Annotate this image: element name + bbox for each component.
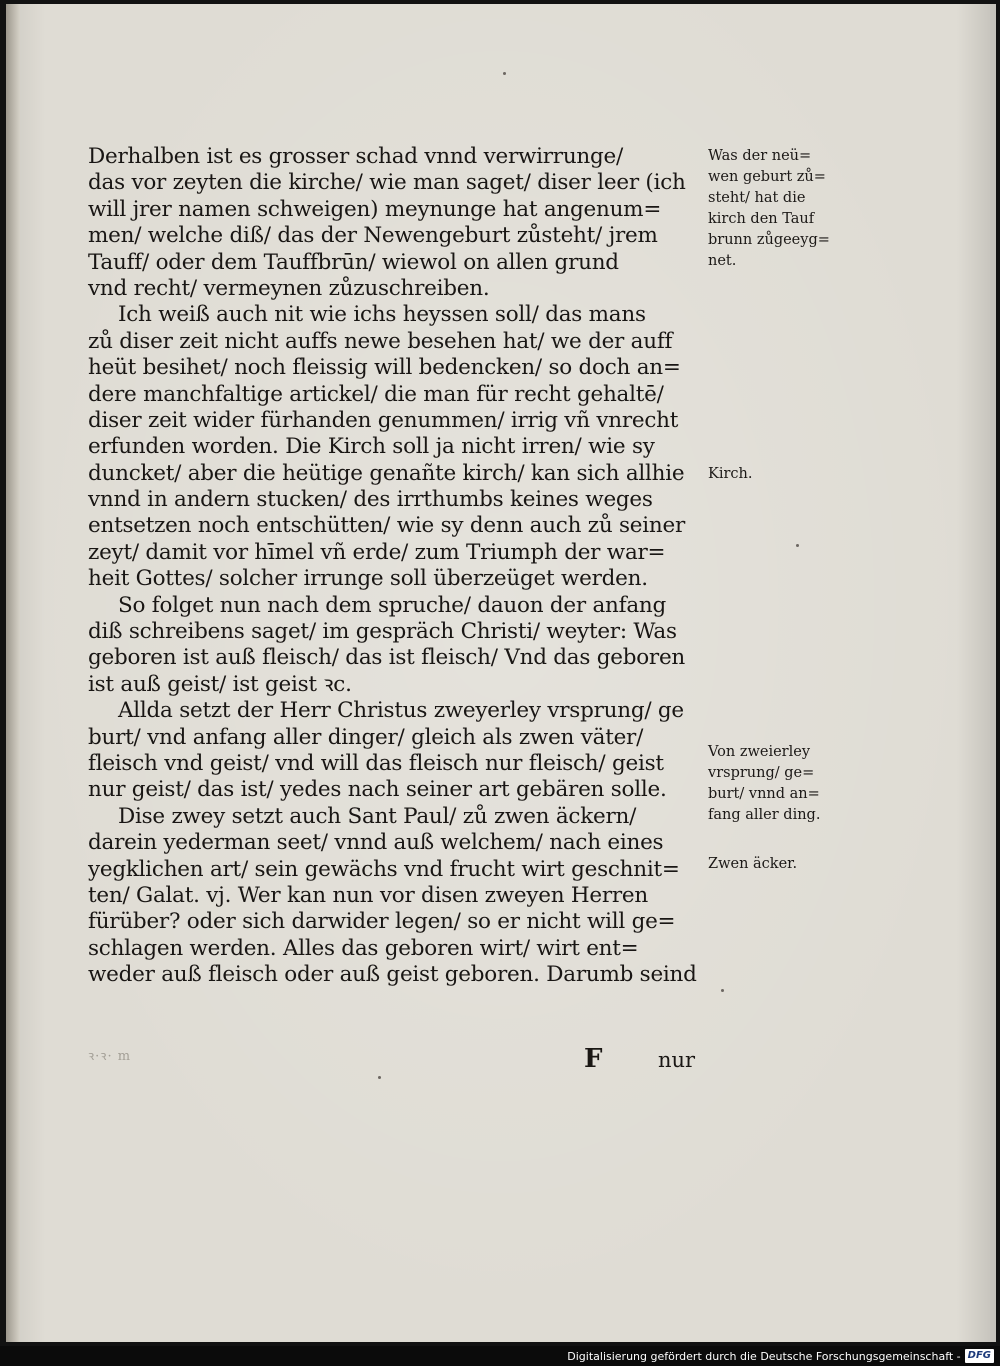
text-line: vnd recht/ vermeynen zůzuschreiben. [88, 275, 490, 301]
margin-note-line: vrsprung/ ge= [708, 765, 815, 781]
text-line: ten/ Galat. vj. Wer kan nun vor disen zweyen Herren [88, 882, 648, 908]
text-line: zeyt/ damit vor hīmel vñ erde/ zum Triumph der war= [88, 539, 666, 565]
text-line: entsetzen noch entschütten/ wie sy denn auch zů seiner [88, 513, 686, 539]
margin-note-line: Kirch. [708, 466, 753, 482]
text-line: men/ welche diß/ das der Newengeburt zůsteht/ jrem [88, 223, 658, 249]
text-line: dere manchfaltige artickel/ die man für recht gehaltē/ [88, 381, 664, 407]
margin-note-kirch [708, 464, 752, 485]
text-line: Ich weiß auch nit wie ichs heyssen soll/ das mans [118, 302, 646, 328]
text-line: geboren ist auß fleisch/ das ist fleisch/ Vnd das geboren [88, 645, 686, 671]
text-line: So folget nun nach dem spruche/ dauon der anfang [118, 592, 667, 618]
ink-smudge: ꝛ·ꝛ· m [88, 1049, 132, 1064]
text-line: das vor zeyten die kirche/ wie man saget/ diser leer (ich [88, 170, 686, 196]
text-line: diß schreibens saget/ im gespräch Christi/ weyter: Was [88, 619, 677, 645]
text-line: diser zeit wider fürhanden genummen/ irrig vñ vnrecht [88, 407, 679, 433]
text-line: heüt besihet/ noch fleissig will bedencken/ so doch an= [88, 355, 681, 381]
text-line: will jrer namen schweigen) meynunge hat angenum= [88, 196, 662, 222]
margin-note-line: Von zweierley [708, 744, 811, 760]
margin-note-line: steht/ hat die [708, 190, 806, 206]
text-line: Allda setzt der Herr Christus zweyerley vrsprung/ ge [118, 698, 684, 724]
signature-mark: F [584, 1044, 603, 1074]
paper-speck [796, 544, 799, 547]
text-line: schlagen werden. Alles das geboren wirt/ wirt ent= [88, 935, 639, 961]
signature-row [88, 1044, 710, 1074]
catchword: nur [658, 1048, 696, 1072]
text-line: Dise zwey setzt auch Sant Paul/ zů zwen äckern/ [118, 803, 637, 829]
paper-speck [503, 72, 506, 75]
paper-speck [378, 1076, 381, 1079]
text-line: darein yederman seet/ vnnd auß welchem/ nach eines [88, 830, 664, 856]
margin-note-line: wen geburt zů= [708, 169, 826, 185]
margin-note-line: fang aller ding. [708, 807, 821, 823]
text-line: fürüber? oder sich darwider legen/ so er nicht will ge= [88, 909, 676, 935]
margin-note-line: burt/ vnnd an= [708, 786, 820, 802]
paper-speck [721, 989, 724, 992]
book-page [6, 4, 996, 1342]
margin-note-line: brunn zůgeeyg= [708, 232, 830, 248]
text-line: burt/ vnd anfang aller dinger/ gleich als zwen väter/ [88, 724, 644, 750]
margin-note-origins [708, 742, 820, 826]
margin-note-fields [708, 854, 797, 875]
footer-credit [567, 1348, 994, 1364]
text-line: heit Gottes/ solcher irrunge soll überzeüget werden. [88, 566, 648, 592]
margin-note-line: Zwen äcker. [708, 856, 798, 872]
footer-credit-text: Digitalisierung gefördert durch die Deutsche Forschungsgemeinschaft - [567, 1349, 961, 1363]
text-line: nur geist/ das ist/ yedes nach seiner art gebären solle. [88, 777, 667, 803]
text-line: Derhalben ist es grosser schad vnnd verwirrunge/ [88, 144, 623, 169]
dfg-logo-icon: DFG [965, 1349, 994, 1363]
text-line: erfunden worden. Die Kirch soll ja nicht irren/ wie sy [88, 434, 655, 460]
text-line: ist auß geist/ ist geist ꝛc. [88, 671, 352, 697]
margin-note-line: Was der neü= [708, 148, 812, 164]
body-text [88, 144, 710, 989]
text-line: zů diser zeit nicht auffs newe besehen hat/ we der auff [88, 328, 673, 354]
margin-note-line: net. [708, 253, 737, 269]
text-line: Tauff/ oder dem Tauffbrūn/ wiewol on allen grund [88, 249, 619, 275]
margin-note-line: kirch den Tauf [708, 211, 815, 227]
text-line: fleisch vnd geist/ vnd will das fleisch nur fleisch/ geist [88, 750, 664, 776]
page-spine-shadow [6, 4, 20, 1342]
margin-note-rebirth [708, 146, 830, 272]
text-line: weder auß fleisch oder auß geist geboren. Darumb seind [88, 962, 697, 988]
text-line: duncket/ aber die heütige genañte kirch/ kan sich allhie [88, 460, 685, 486]
text-line: yegklichen art/ sein gewächs vnd frucht wirt geschnit= [88, 856, 680, 882]
text-line: vnnd in andern stucken/ des irrthumbs keines weges [88, 487, 653, 513]
